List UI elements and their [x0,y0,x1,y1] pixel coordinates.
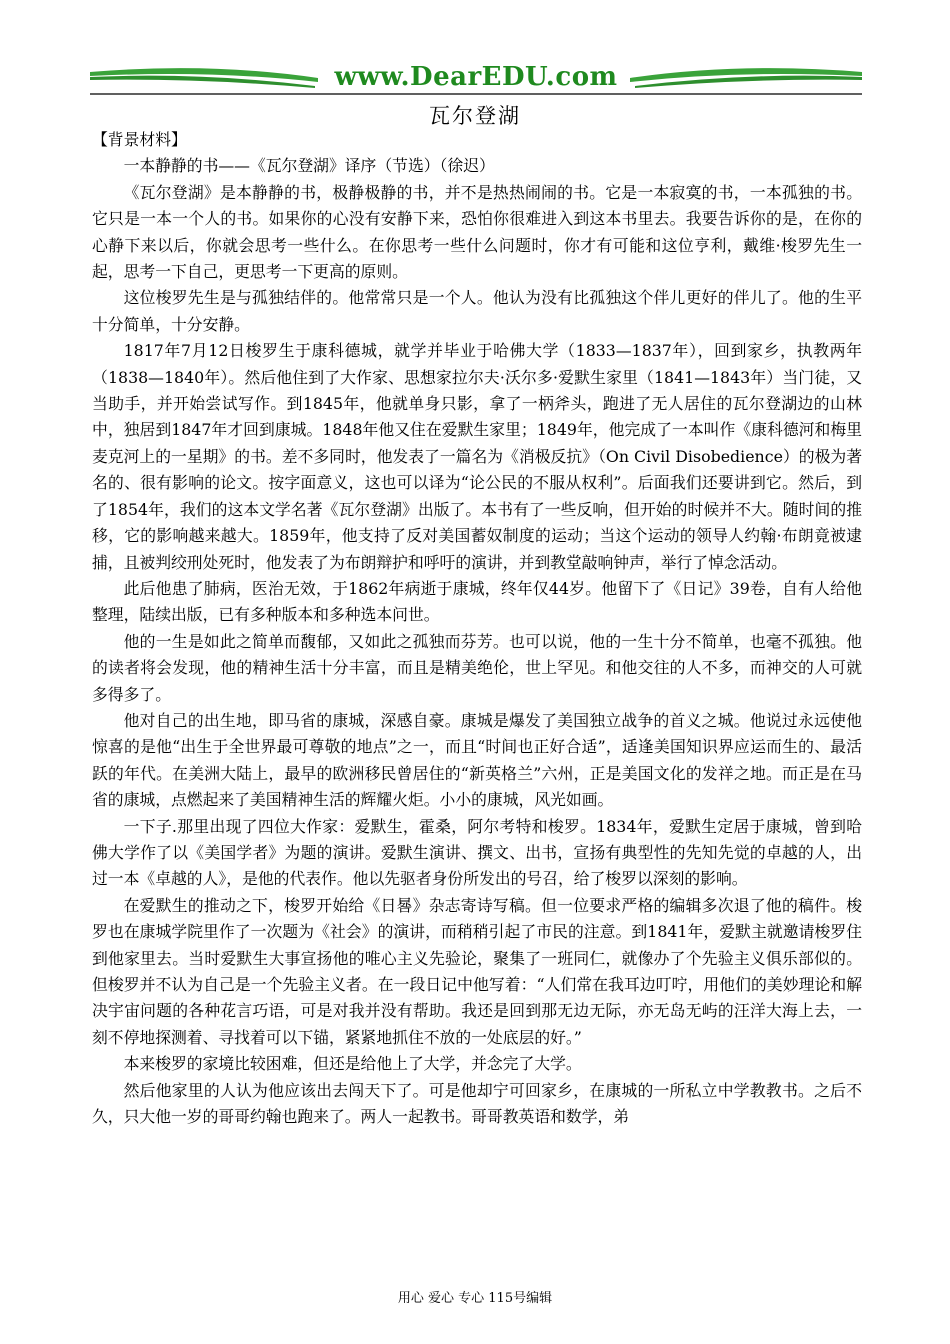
paragraph: 1817年7月12日梭罗生于康科德城，就学并毕业于哈佛大学（1833—1837年），回到家乡，执教两年（1838—1840年）。然后他住到了大作家、思想家拉尔夫·沃尔多·爱默生家里（1841—1843年）当门徒，又当助手，并开始尝试写作。到1845年，他就单身只影，拿了一柄斧头，跑进了无人居住的瓦尔登湖边的山林中，独居到1847年才回到康城。1848年他又住在爱默生家里；1849年，他完成了一本叫作《康科德河和梅里麦克河上的一星期》的书。差不多同时，他发表了一篇名为《消极反抗》（On Civil Disobedience）的极为著名的、很有影响的论文。按字面意义，这也可以译为“论公民的不服从权利”。后面我们还要讲到它。然后，到了1854年，我们的这本文学名著《瓦尔登湖》出版了。本书有了一些反响，但开始的时候并不大。随时间的推移，它的影响越来越大。1859年，他支持了反对美国蓄奴制度的运动；当这个运动的领导人约翰·布朗竟被逮捕，且被判绞刑处死时，他发表了为布朗辩护和呼吁的演讲，并到教堂敲响钟声，举行了悼念活动。 [92,341,862,572]
paragraph: 《瓦尔登湖》是本静静的书，极静极静的书，并不是热热闹闹的书。它是一本寂寞的书，一本孤独的书。它只是一本一个人的书。如果你的心没有安静下来，恐怕你很难进入到这本书里去。我要告诉你的是，在你的心静下来以后，你就会思考一些什么。在你思考一些什么问题时，你才有可能和这位亨利，戴维·梭罗先生一起，思考一下自己，更思考一下更高的原则。 [92,182,862,282]
page-title: 瓦尔登湖 [429,104,521,128]
paragraph: 在爱默生的推动之下，梭罗开始给《日晷》杂志寄诗写稿。但一位要求严格的编辑多次退了他的稿件。梭罗也在康城学院里作了一次题为《社会》的演讲，而稍稍引起了市民的注意。到1841年，爱默主就邀请梭罗住到他家里去。当时爱默生大事宣扬他的唯心主义先验论，聚集了一班同仁，就像办了个先验主义俱乐部似的。但梭罗并不认为自己是一个先验主义者。在一段日记中他写着：“人们常在我耳边叮咛，用他们的美妙理论和解决宇宙问题的各种花言巧语，可是对我并没有帮助。我还是回到那无边无际，亦无岛无屿的汪洋大海上去，一刻不停地探测着、寻找着可以下锚，紧紧地抓住不放的一处底层的好。” [92,895,862,1047]
paragraph: 一下子.那里出现了四位大作家：爱默生，霍桑，阿尔考特和梭罗。1834年，爱默生定居于康城，曾到哈佛大学作了以《美国学者》为题的演讲。爱默生演讲、撰文、出书，宣扬有典型性的先知先觉的卓越的人，出过一本《卓越的人》，是他的代表作。他以先驱者身份所发出的号召，给了梭罗以深刻的影响。 [92,816,862,889]
paragraph: 这位梭罗先生是与孤独结伴的。他常常只是一个人。他认为没有比孤独这个伴儿更好的伴儿了。他的生平十分简单，十分安静。 [92,288,862,334]
paragraph: 他对自己的出生地，即马省的康城，深感自豪。康城是爆发了美国独立战争的首义之城。他说过永远使他惊喜的是他“出生于全世界最可尊敬的地点”之一，而且“时间也正好合适”，适逢美国知识界应运而生的、最活跃的年代。在美洲大陆上，最早的欧洲移民曾居住的“新英格兰”六州，正是美国文化的发祥之地。而正是在马省的康城，点燃起来了美国精神生活的辉耀火炬。小小的康城，风光如画。 [92,710,862,810]
page-footer: 用心 爱心 专心 115号编辑 [397,1291,553,1306]
paragraph: 此后他患了肺病，医治无效，于1862年病逝于康城，终年仅44岁。他留下了《日记》39卷，自有人给他整理，陆续出版，已有多种版本和多种选本问世。 [92,578,862,625]
site-logo-text: www.DearEDU.com [334,62,618,92]
site-banner [90,56,862,96]
article-subtitle: 一本静静的书——《瓦尔登湖》译序（节选）（徐迟） [123,156,495,176]
section-label: 【背景材料】 [92,130,187,149]
paragraph: 他的一生是如此之简单而馥郁，又如此之孤独而芬芳。也可以说，他的一生十分不简单，也毫不孤独。他的读者将会发现，他的精神生活十分丰富，而且是精美绝伦，世上罕见。和他交往的人不多，而神交的人可就多得多了。 [92,631,862,704]
paragraph: 然后他家里的人认为他应该出去闯天下了。可是他却宁可回家乡，在康城的一所私立中学教教书。之后不久，只大他一岁的哥哥约翰也跑来了。两人一起教书。哥哥教英语和数学，弟 [92,1080,862,1127]
paragraph: 本来梭罗的家境比较困难，但还是给他上了大学，并念完了大学。 [123,1054,582,1074]
article-body [92,127,862,1130]
